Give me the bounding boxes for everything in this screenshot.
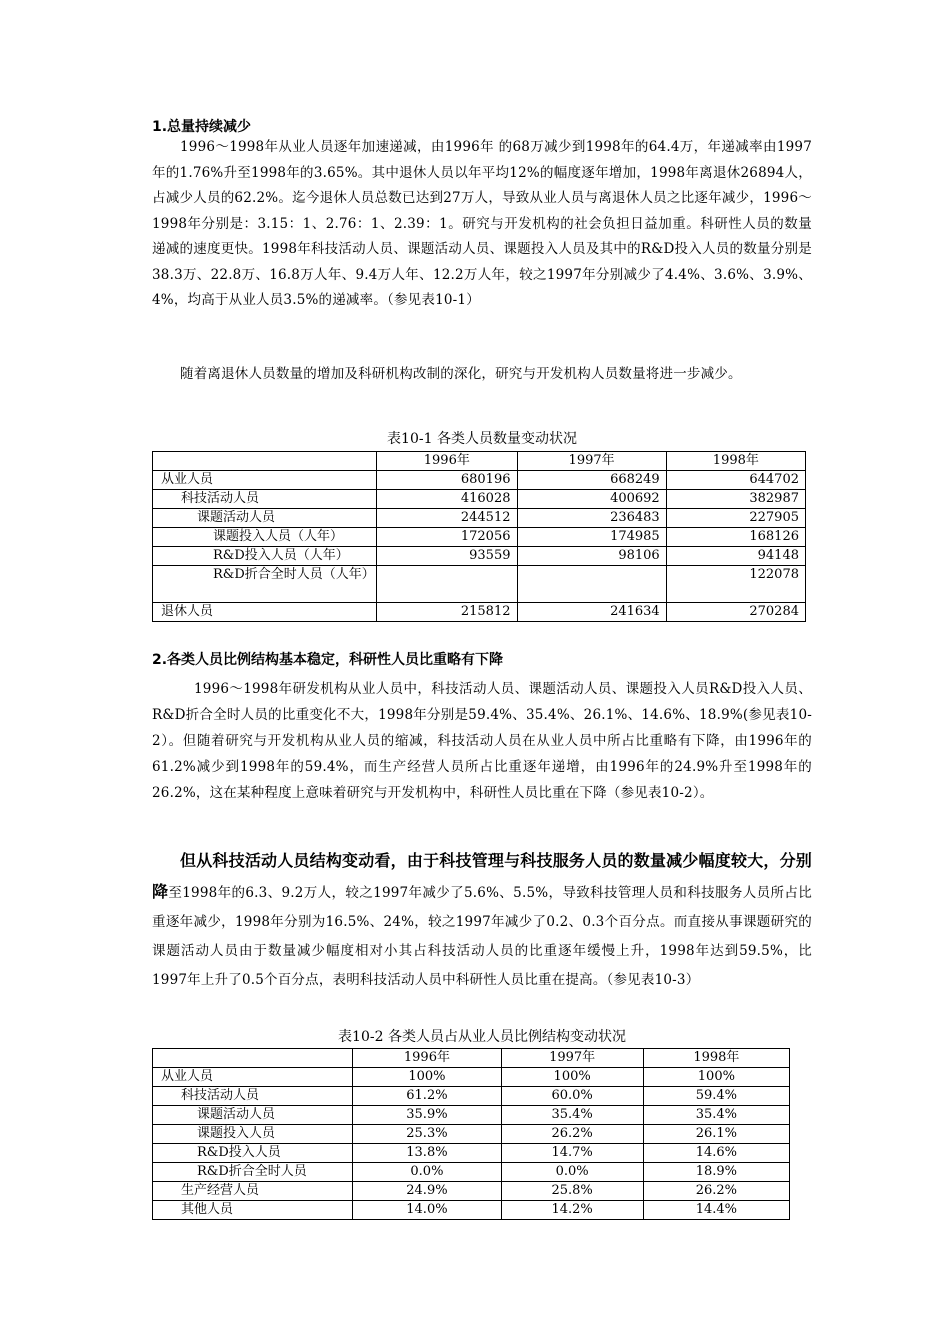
table1-header-cell: 1997年 — [517, 452, 666, 471]
cell-value: 244512 — [377, 509, 517, 528]
table2-caption: 表10-2 各类人员占从业人员比例结构变动状况 — [338, 1029, 626, 1045]
table1-header-row — [153, 452, 806, 471]
row-label: R&D折合全时人员 — [153, 1163, 353, 1182]
section2-paragraph-1: 1996～1998年研发机构从业人员中，科技活动人员、课题活动人员、课题投入人员R&D投入人员、R&D折合全时人员的比重变化不大，1998年分别是59.4%、35.4%、26.1%、14.6%、18.9%(参见表10-2）。但随着研究与开发机构从业人员的缩减，科技活动人员在从业人员中所占比重略有下降，由1996年的61.2%减少到1998年的59.4%，而生产经营人员所占比重逐年递增，由1996年的24.9%升至1998年的26.2%，这在某种程度上意味着研究与开发机构中，科研性人员比重在下降（参见表10-2）。 — [152, 681, 812, 801]
section2-paragraph-2-rest: 至1998年的6.3、9.2万人，较之1997年减少了5.6%、5.5%，导致科技管理人员和科技服务人员所占比重逐年减少，1998年分别为16.5%、24%，较之1997年减少了0.2、0.3个百分点。而直接从事课题研究的课题活动人员由于数量减少幅度相对小其占科技活动人员的比重逐年缓慢上升，1998年达到59.5%，比1997年上升了0.5个百分点，表明科技活动人员中科研性人员比重在提高。（参见表10-3） — [152, 885, 813, 988]
section2-paragraph-2 — [152, 846, 812, 995]
table-row — [153, 1144, 790, 1163]
cell-value: 100% — [353, 1068, 501, 1087]
cell-value: 61.2% — [353, 1087, 501, 1106]
section1-paragraph-1: 1996～1998年从业人员逐年加速递减，由1996年 的68万减少到1998年的64.4万，年递减率由1997年的1.76%升至1998年的3.65%。其中退休人员以年平均12%的幅度逐年增加，1998年离退休26894人，占减少人员的62.2%。迄今退休人员总数已达到27万人，导致从业人员与离退休人员之比逐年减少，1996～1998年分别是：3.15：1、2.76：1、2.39：1。研究与开发机构的社会负担日益加重。科研性人员的数量递减的速度更快。1998年科技活动人员、课题活动人员、课题投入人员及其中的R&D投入人员的数量分别是38.3万、22.8万、16.8万人年、9.4万人年、12.2万人年，较之1997年分别减少了4.4%、3.6%、3.9%、4%，均高于从业人员3.5%的递减率。（参见表10-1） — [152, 139, 812, 308]
cell-value: 174985 — [517, 528, 666, 547]
table2-header-cell: 1996年 — [353, 1049, 501, 1068]
section1-paragraph-2: 随着离退休人员数量的增加及科研机构改制的深化，研究与开发机构人员数量将进一步减少。 — [180, 366, 742, 382]
table1-header-cell — [153, 452, 377, 471]
cell-value: 93559 — [377, 547, 517, 566]
cell-value: 122078 — [666, 566, 805, 603]
table-row — [153, 528, 806, 547]
table2-header-cell — [153, 1049, 353, 1068]
cell-value: 172056 — [377, 528, 517, 547]
table-row — [153, 509, 806, 528]
row-label: 课题活动人员 — [153, 1106, 353, 1125]
row-label: 科技活动人员 — [153, 490, 377, 509]
table-row — [153, 1125, 790, 1144]
cell-value: 0.0% — [353, 1163, 501, 1182]
cell-value: 270284 — [666, 603, 805, 622]
row-label: 课题活动人员 — [153, 509, 377, 528]
cell-value: 25.8% — [501, 1182, 643, 1201]
row-label: 科技活动人员 — [153, 1087, 353, 1106]
row-label: 退休人员 — [153, 603, 377, 622]
cell-value: 18.9% — [643, 1163, 789, 1182]
table-10-1 — [152, 451, 806, 622]
section2-paragraph-2-lead: 但从科技活动人员结构变动看，由于科技管理与科技服务人员的数量减少幅度较大，分别降 — [152, 851, 812, 901]
table-row — [153, 471, 806, 490]
cell-value: 26.2% — [643, 1182, 789, 1201]
table2-header-row — [153, 1049, 790, 1068]
row-label: R&D投入人员（人年） — [153, 547, 377, 566]
table-row — [153, 1163, 790, 1182]
table-row — [153, 1201, 790, 1220]
cell-value: 14.0% — [353, 1201, 501, 1220]
table2-header-cell: 1998年 — [643, 1049, 789, 1068]
table-row — [153, 603, 806, 622]
cell-value: 14.7% — [501, 1144, 643, 1163]
table-row — [153, 1106, 790, 1125]
section2-heading: 2.各类人员比例结构基本稳定，科研性人员比重略有下降 — [152, 652, 504, 668]
cell-value: 668249 — [517, 471, 666, 490]
cell-value: 94148 — [666, 547, 805, 566]
table-row — [153, 1087, 790, 1106]
cell-value: 14.4% — [643, 1201, 789, 1220]
cell-value: 14.2% — [501, 1201, 643, 1220]
cell-value — [517, 566, 666, 603]
cell-value: 98106 — [517, 547, 666, 566]
cell-value: 644702 — [666, 471, 805, 490]
table1-caption: 表10-1 各类人员数量变动状况 — [387, 431, 577, 447]
cell-value: 168126 — [666, 528, 805, 547]
cell-value: 400692 — [517, 490, 666, 509]
table2-header-cell: 1997年 — [501, 1049, 643, 1068]
cell-value: 382987 — [666, 490, 805, 509]
cell-value: 14.6% — [643, 1144, 789, 1163]
cell-value: 26.1% — [643, 1125, 789, 1144]
table-row — [153, 1182, 790, 1201]
cell-value: 100% — [501, 1068, 643, 1087]
row-label: 从业人员 — [153, 1068, 353, 1087]
table1-header-cell: 1998年 — [666, 452, 805, 471]
table-row — [153, 490, 806, 509]
row-label: R&D折合全时人员（人年） — [153, 566, 377, 603]
cell-value: 35.9% — [353, 1106, 501, 1125]
cell-value: 59.4% — [643, 1087, 789, 1106]
cell-value: 60.0% — [501, 1087, 643, 1106]
row-label: 从业人员 — [153, 471, 377, 490]
cell-value: 215812 — [377, 603, 517, 622]
cell-value: 25.3% — [353, 1125, 501, 1144]
cell-value: 26.2% — [501, 1125, 643, 1144]
cell-value: 227905 — [666, 509, 805, 528]
row-label: 生产经营人员 — [153, 1182, 353, 1201]
cell-value: 35.4% — [643, 1106, 789, 1125]
table-row — [153, 1068, 790, 1087]
row-label: 其他人员 — [153, 1201, 353, 1220]
table-row — [153, 566, 806, 603]
cell-value — [377, 566, 517, 603]
cell-value: 13.8% — [353, 1144, 501, 1163]
table-10-2 — [152, 1048, 790, 1220]
cell-value: 416028 — [377, 490, 517, 509]
cell-value: 680196 — [377, 471, 517, 490]
cell-value: 24.9% — [353, 1182, 501, 1201]
cell-value: 100% — [643, 1068, 789, 1087]
row-label: 课题投入人员 — [153, 1125, 353, 1144]
row-label: 课题投入人员（人年） — [153, 528, 377, 547]
cell-value: 241634 — [517, 603, 666, 622]
row-label: R&D投入人员 — [153, 1144, 353, 1163]
cell-value: 35.4% — [501, 1106, 643, 1125]
cell-value: 236483 — [517, 509, 666, 528]
table-row — [153, 547, 806, 566]
table1-header-cell: 1996年 — [377, 452, 517, 471]
section1-heading: 1.总量持续减少 — [152, 119, 252, 135]
cell-value: 0.0% — [501, 1163, 643, 1182]
